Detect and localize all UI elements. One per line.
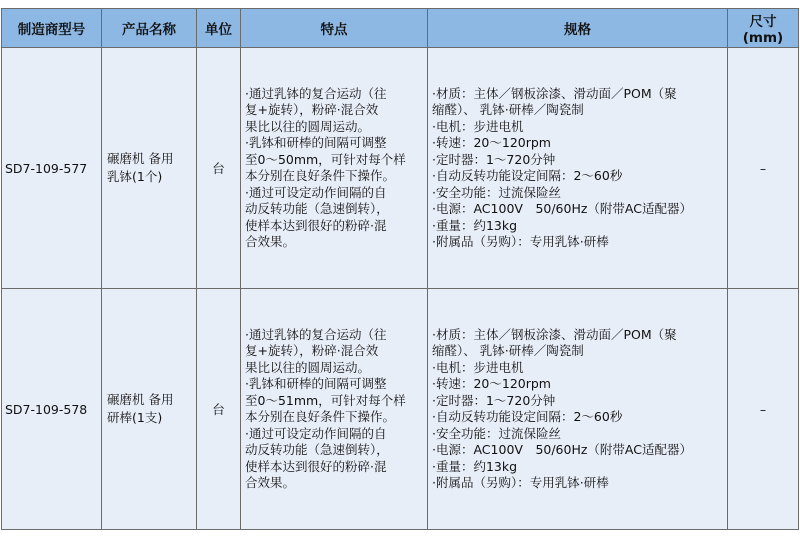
feature-line: 复+旋转），粉碎·混合效 bbox=[245, 343, 379, 358]
feature-line: ·乳钵和研棒的间隔可调整 bbox=[245, 135, 387, 150]
size-cell: – bbox=[728, 48, 799, 289]
spec-line: ·附属品（另购）：专用乳钵·研棒 bbox=[432, 234, 609, 249]
feature-line: 果比以往的圆周运动。 bbox=[245, 359, 371, 375]
feature-line: 至0～50mm，可针对每个样 bbox=[245, 151, 406, 167]
name-cell bbox=[102, 48, 197, 289]
spec-line: ·材质：主体／钢板涂漆、滑动面／POM（聚 bbox=[432, 85, 677, 101]
feature-line: ·通过乳钵的复合运动（往 bbox=[245, 326, 387, 342]
spec-line: ·安全功能：过流保险丝 bbox=[432, 184, 561, 200]
spec-line: 缩醛）、 乳钵·研棒／陶瓷制 bbox=[432, 343, 584, 358]
feature-line: 至0～51mm，可针对每个样 bbox=[245, 392, 406, 408]
features-cell bbox=[241, 289, 428, 530]
name-line: 碾磨机 备用 bbox=[107, 392, 174, 407]
header-model: 制造商型号 bbox=[2, 9, 102, 48]
spec-line: ·转速：20～120rpm bbox=[432, 376, 551, 391]
model-cell: SD7-109-577 bbox=[2, 48, 102, 289]
feature-line: 复+旋转），粉碎·混合效 bbox=[245, 102, 379, 117]
feature-line: 果比以往的圆周运动。 bbox=[245, 118, 371, 134]
name-line: 研棒(1支) bbox=[107, 410, 163, 425]
header-name: 产品名称 bbox=[102, 9, 197, 48]
unit-cell: 台 bbox=[197, 48, 241, 289]
header-size: 尺寸(mm) bbox=[728, 9, 799, 48]
spec-line: ·电机：步进电机 bbox=[432, 118, 524, 134]
feature-line: 使样本达到很好的粉碎·混 bbox=[245, 217, 387, 233]
header-specs: 规格 bbox=[428, 9, 728, 48]
spec-line: ·附属品（另购）：专用乳钵·研棒 bbox=[432, 475, 609, 490]
name-line: 乳钵(1个) bbox=[107, 169, 163, 184]
spec-line: ·定时器：1～720分钟 bbox=[432, 151, 556, 167]
feature-line: 本分别在良好条件下操作。 bbox=[245, 168, 396, 183]
feature-line: ·通过可设定动作间隔的自 bbox=[245, 425, 387, 441]
feature-line: ·乳钵和研棒的间隔可调整 bbox=[245, 376, 387, 391]
spec-line: ·电源：AC100V 50/60Hz（附带AC适配器） bbox=[432, 201, 692, 216]
feature-line: ·通过可设定动作间隔的自 bbox=[245, 184, 387, 200]
spec-line: ·重量：约13kg bbox=[432, 458, 518, 474]
features-cell bbox=[241, 48, 428, 289]
spec-line: ·电机：步进电机 bbox=[432, 359, 524, 375]
spec-line: ·定时器：1～720分钟 bbox=[432, 392, 556, 408]
spec-line: 缩醛）、 乳钵·研棒／陶瓷制 bbox=[432, 102, 584, 117]
model-cell: SD7-109-578 bbox=[2, 289, 102, 530]
size-cell: – bbox=[728, 289, 799, 530]
spec-line: ·自动反转功能设定间隔：2～60秒 bbox=[432, 409, 623, 424]
feature-line: 合效果。 bbox=[245, 234, 296, 249]
specs-cell bbox=[428, 48, 728, 289]
feature-line: 本分别在良好条件下操作。 bbox=[245, 409, 396, 424]
header-features: 特点 bbox=[241, 9, 428, 48]
table-row bbox=[2, 289, 799, 530]
specs-cell bbox=[428, 289, 728, 530]
spec-line: ·安全功能：过流保险丝 bbox=[432, 425, 561, 441]
header-row bbox=[2, 9, 799, 48]
spec-line: ·转速：20～120rpm bbox=[432, 135, 551, 150]
name-cell bbox=[102, 289, 197, 530]
header-unit: 单位 bbox=[197, 9, 241, 48]
feature-line: 使样本达到很好的粉碎·混 bbox=[245, 458, 387, 474]
table-row bbox=[2, 48, 799, 289]
spec-line: ·材质：主体／钢板涂漆、滑动面／POM（聚 bbox=[432, 326, 677, 342]
spec-line: ·重量：约13kg bbox=[432, 217, 518, 233]
spec-line: ·电源：AC100V 50/60Hz（附带AC适配器） bbox=[432, 442, 692, 457]
name-line: 碾磨机 备用 bbox=[107, 151, 174, 166]
feature-line: ·通过乳钵的复合运动（往 bbox=[245, 85, 387, 101]
spec-table bbox=[1, 8, 799, 530]
feature-line: 动反转功能（急速倒转）， bbox=[245, 442, 389, 457]
unit-cell: 台 bbox=[197, 289, 241, 530]
feature-line: 动反转功能（急速倒转）， bbox=[245, 201, 389, 216]
feature-line: 合效果。 bbox=[245, 475, 296, 490]
spec-line: ·自动反转功能设定间隔：2～60秒 bbox=[432, 168, 623, 183]
